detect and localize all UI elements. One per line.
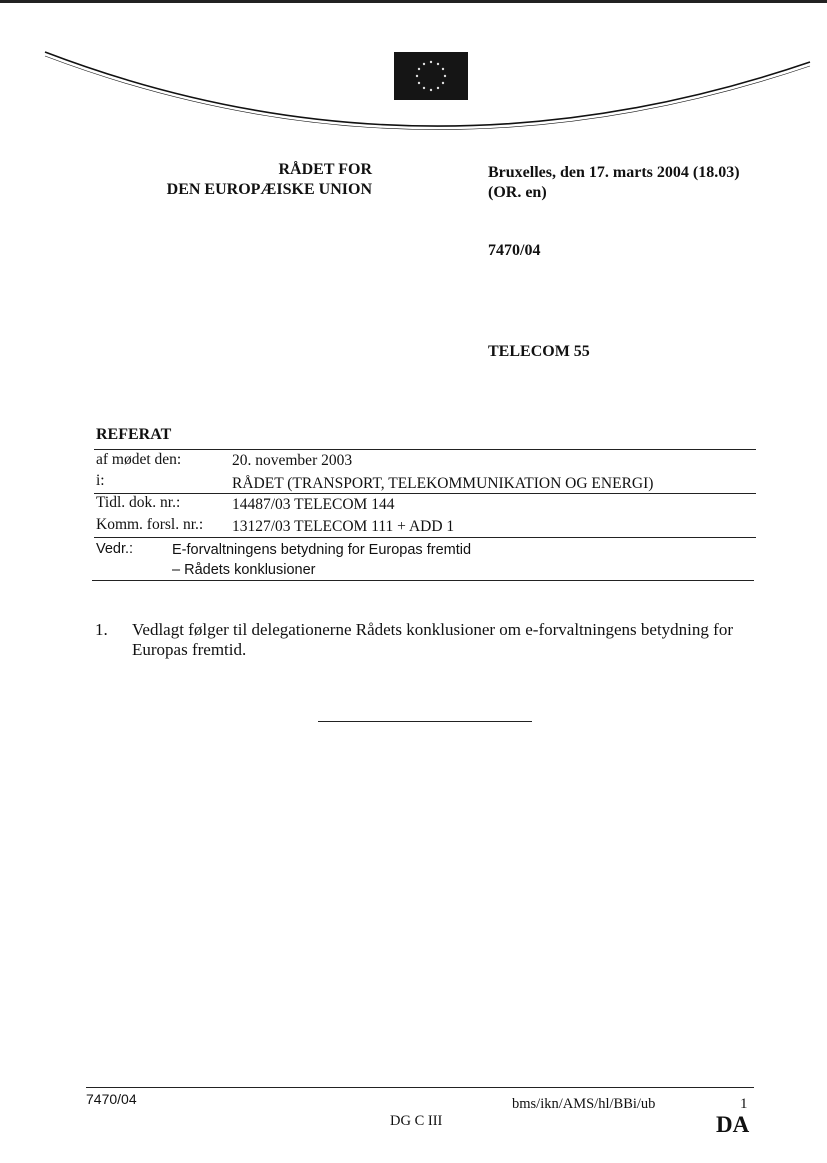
place-date: Bruxelles, den 17. marts 2004 (18.03) <box>488 164 740 181</box>
meeting-date-label: af mødet den: <box>96 451 182 468</box>
table-rule <box>94 449 756 450</box>
eu-header-emblem <box>0 0 827 140</box>
original-language: (OR. en) <box>488 184 547 201</box>
commission-proposal-value: 13127/03 TELECOM 111 + ADD 1 <box>232 518 455 535</box>
commission-proposal-label: Komm. forsl. nr.: <box>96 516 204 533</box>
meeting-body-label: i: <box>96 472 105 489</box>
page-number: 1 <box>740 1096 748 1112</box>
footer-directorate: DG C III <box>390 1113 443 1129</box>
meeting-date-value: 20. november 2003 <box>232 452 353 469</box>
subject-line1: E-forvaltningens betydning for Europas fremtid <box>172 542 472 558</box>
paragraph-number: 1. <box>95 620 108 639</box>
table-rule <box>92 580 754 581</box>
meeting-body-value: RÅDET (TRANSPORT, TELEKOMMUNIKATION OG ENERGI) <box>232 475 654 492</box>
referat-title: REFERAT <box>96 426 172 443</box>
table-rule <box>94 493 756 494</box>
previous-doc-label: Tidl. dok. nr.: <box>96 494 181 511</box>
language-code: DA <box>716 1112 750 1137</box>
table-rule <box>94 537 756 538</box>
classification-code: TELECOM 55 <box>488 343 590 360</box>
footer-doc-number: 7470/04 <box>86 1091 137 1107</box>
eu-flag-icon <box>394 52 468 100</box>
council-name-line1: RÅDET FOR <box>278 161 372 178</box>
paragraph-text: Vedlagt følger til delegationerne Rådets konklusioner om e-forvaltningens betydning for Europas fremtid. <box>132 620 733 659</box>
document-number: 7470/04 <box>488 242 541 259</box>
subject-line2: – Rådets konklusioner <box>172 562 316 578</box>
end-separator <box>318 721 532 722</box>
previous-doc-value: 14487/03 TELECOM 144 <box>232 496 395 513</box>
footer-author-reference: bms/ikn/AMS/hl/BBi/ub <box>512 1096 656 1112</box>
council-name-line2: DEN EUROPÆISKE UNION <box>166 181 372 198</box>
subject-label: Vedr.: <box>96 541 134 557</box>
footer-rule <box>86 1087 754 1088</box>
